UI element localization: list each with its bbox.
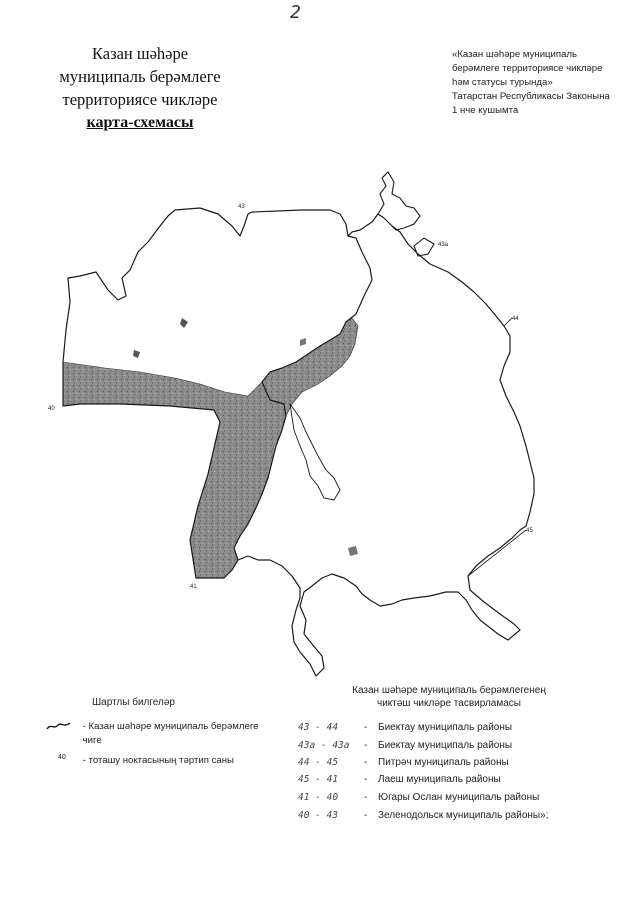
- boundary-code: 43а - 43а: [298, 740, 350, 751]
- reference-line-2: берәмлеге территориясе чикләре: [452, 63, 603, 74]
- boundary-code: 43 - 44: [298, 722, 339, 733]
- reference-line-4: Татарстан Республикасы Законына: [452, 91, 610, 102]
- boundary-row: 41 - 40 - Югары Ослан муниципаль районы: [298, 792, 540, 803]
- boundary-row: 45 - 41 - Лаеш муниципаль районы: [298, 774, 501, 785]
- point-label-40: 40: [48, 406, 55, 412]
- northern-appendix: [378, 172, 420, 230]
- boundary-row: 43а - 43а - Биектау муниципаль районы: [298, 740, 513, 751]
- boundaries-heading-line-1: Казан шәһәре муниципаль берәмлегенең: [352, 685, 546, 696]
- point-number-symbol: 40: [58, 754, 66, 761]
- connector-44: [504, 318, 512, 326]
- reference-line-1: «Казан шәһәре муниципаль: [452, 49, 578, 60]
- boundaries-heading: [334, 684, 564, 710]
- title-line-4: карта-схемасы: [86, 114, 194, 131]
- legend-heading: Шартлы билгеләр: [92, 697, 175, 708]
- boundary-row: 44 - 45 - Питрәч муниципаль районы: [298, 757, 509, 768]
- boundary-row: 43 - 44 - Биектау муниципаль районы: [298, 722, 513, 733]
- point-label-44: 44: [512, 316, 519, 322]
- river-channel: [290, 404, 340, 500]
- point-label-43: 43: [238, 204, 245, 210]
- title-line-2: муниципаль берәмлеге: [59, 67, 221, 86]
- boundary-code: 40 - 43: [298, 810, 339, 821]
- point-label-43a: 43а: [438, 242, 449, 248]
- boundary-map: [40, 168, 600, 688]
- boundaries-heading-line-2: чиктәш чикләре тасвирламасы: [377, 698, 521, 709]
- district-name: Лаеш муниципаль районы: [378, 774, 501, 785]
- boundary-code: 41 - 40: [298, 792, 339, 803]
- reference-line-3: һәм статусы турында»: [452, 77, 553, 88]
- boundary-line-symbol: [46, 720, 80, 735]
- island: [180, 318, 188, 328]
- boundary-code: 44 - 45: [298, 757, 339, 768]
- reference-line-5: 1 нче кушымта: [452, 105, 519, 116]
- legend-boundary-text: - Казан шәһәре муниципаль берәмлеге чиге: [82, 721, 259, 746]
- district-name: Биектау муниципаль районы: [378, 722, 513, 733]
- legend-point-text: - тоташу ноктасының тәртип саны: [82, 755, 234, 766]
- boundary-code: 45 - 41: [298, 774, 339, 785]
- district-name: Зеленодольск муниципаль районы»;: [378, 810, 549, 821]
- island: [348, 546, 358, 556]
- point-label-45: 45: [526, 528, 533, 534]
- page-number: 2: [290, 2, 301, 23]
- district-name: Питрәч муниципаль районы: [378, 757, 509, 768]
- map-title: [40, 42, 240, 134]
- island: [300, 338, 306, 346]
- legend-point-row: [46, 754, 263, 768]
- boundary-row: 40 - 43 - Зеленодольск муниципаль районы»;: [298, 810, 549, 821]
- enclave-43a: [414, 238, 434, 256]
- title-line-1: Казан шәһәре: [91, 44, 189, 63]
- island: [133, 350, 140, 358]
- point-label-41: 41: [190, 584, 197, 590]
- law-reference: [452, 48, 632, 118]
- title-line-3: территориясе чикләре: [62, 90, 218, 109]
- district-name: Биектау муниципаль районы: [378, 740, 513, 751]
- connector-45: [468, 530, 526, 576]
- city-boundary-east: [238, 214, 534, 676]
- legend-boundary-row: [46, 720, 263, 748]
- district-name: Югары Ослан муниципаль районы: [378, 792, 540, 803]
